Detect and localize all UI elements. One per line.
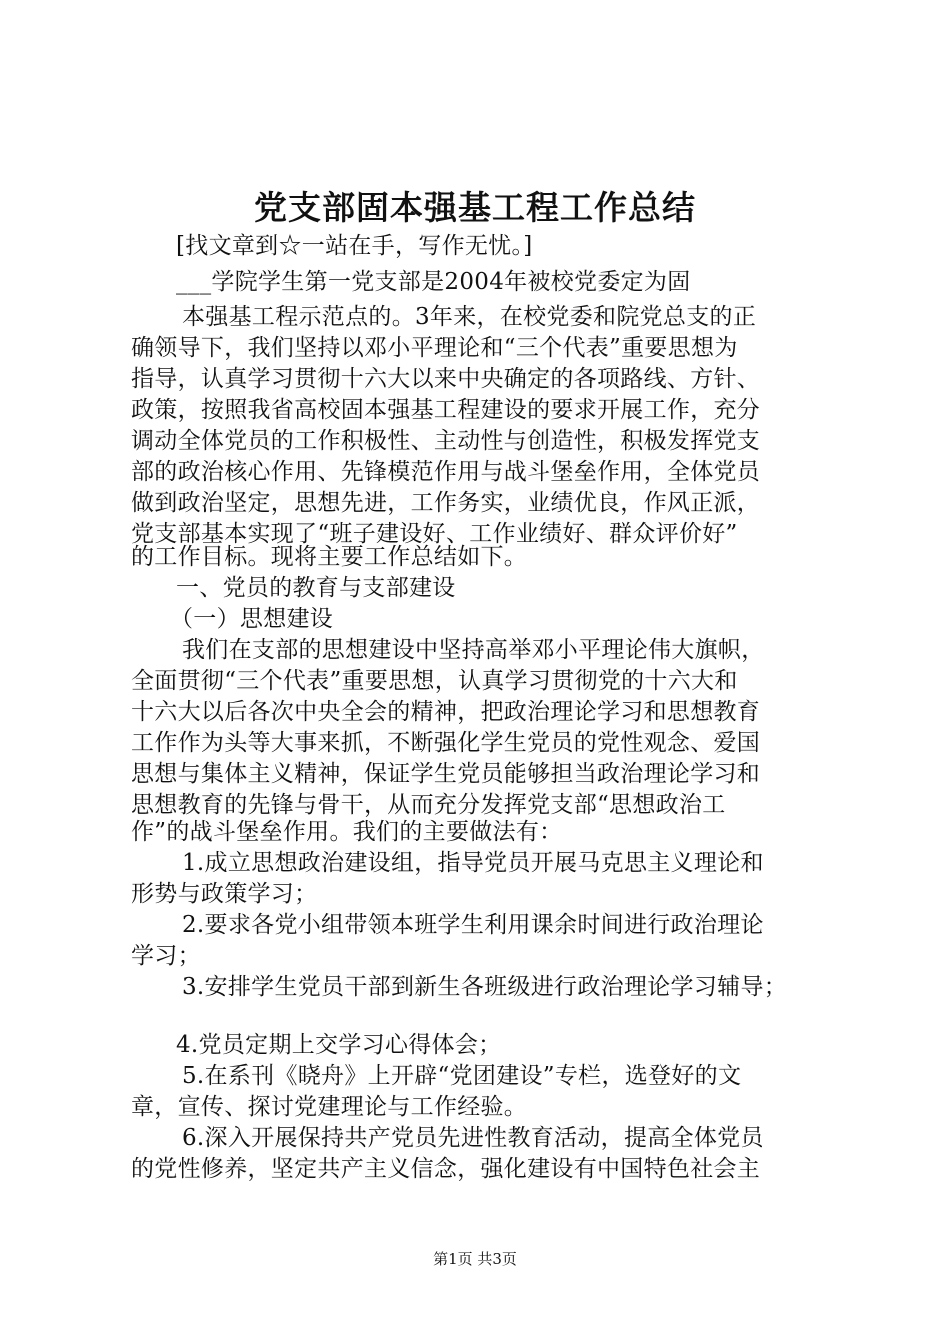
text-line: 思想教育的先锋与骨干，从而充分发挥党支部“思想政治工: [131, 792, 726, 818]
text-line: [找文章到☆一站在手，写作无忧。]: [176, 233, 533, 259]
text-line: 工作作为头等大事来抓，不断强化学生党员的党性观念、爱国: [131, 730, 761, 756]
text-line: 的工作目标。现将主要工作总结如下。: [131, 544, 528, 570]
text-line: 的党性修养，坚定共产主义信念，强化建设有中国特色社会主: [131, 1156, 761, 1182]
text-line: 十六大以后各次中央全会的精神，把政治理论学习和思想教育: [131, 699, 761, 725]
page-footer: 第1页 共3页: [433, 1250, 517, 1268]
document-title: 党支部固本强基工程工作总结: [254, 188, 696, 227]
text-line: ___学院学生第一党支部是2004年被校党委定为固: [176, 269, 691, 295]
subsection-heading: （一）思想建设: [170, 606, 334, 632]
text-line: 作”的战斗堡垒作用。我们的主要做法有：: [131, 819, 563, 845]
list-item: 6.深入开展保持共产党员先进性教育活动，提高全体党员: [182, 1125, 764, 1151]
text-line: 做到政治坚定，思想先进，工作务实，业绩优良，作风正派，: [131, 490, 761, 516]
text-line: 章，宣传、探讨党建理论与工作经验。: [131, 1094, 528, 1120]
text-line: 确领导下，我们坚持以邓小平理论和“三个代表”重要思想为: [131, 335, 738, 361]
text-line: 学习；: [131, 943, 201, 969]
text-line: 调动全体党员的工作积极性、主动性与创造性，积极发挥党支: [131, 428, 761, 454]
section-heading: 一、党员的教育与支部建设: [176, 575, 456, 601]
list-item: 4.党员定期上交学习心得体会；: [176, 1032, 502, 1058]
text-line: 全面贯彻“三个代表”重要思想，认真学习贯彻党的十六大和: [131, 668, 738, 694]
text-line: 思想与集体主义精神，保证学生党员能够担当政治理论学习和: [131, 761, 761, 787]
text-line: 党支部基本实现了“班子建设好、工作业绩好、群众评价好”: [131, 521, 738, 547]
list-item: 5.在系刊《晓舟》上开辟“党团建设”专栏，选登好的文: [182, 1063, 742, 1089]
list-item: 2.要求各党小组带领本班学生利用课余时间进行政治理论: [182, 912, 764, 938]
text-line: 我们在支部的思想建设中坚持高举邓小平理论伟大旗帜，: [182, 637, 765, 663]
text-line: 形势与政策学习；: [131, 881, 318, 907]
list-item: 3.安排学生党员干部到新生各班级进行政治理论学习辅导；: [182, 974, 788, 1000]
text-line: 指导，认真学习贯彻十六大以来中央确定的各项路线、方针、: [131, 366, 761, 392]
text-line: 部的政治核心作用、先锋模范作用与战斗堡垒作用，全体党员: [131, 459, 761, 485]
text-line: 本强基工程示范点的。3年来，在校党委和院党总支的正: [182, 304, 757, 330]
text-line: 政策，按照我省高校固本强基工程建设的要求开展工作，充分: [131, 397, 761, 423]
list-item: 1.成立思想政治建设组，指导党员开展马克思主义理论和: [182, 850, 764, 876]
